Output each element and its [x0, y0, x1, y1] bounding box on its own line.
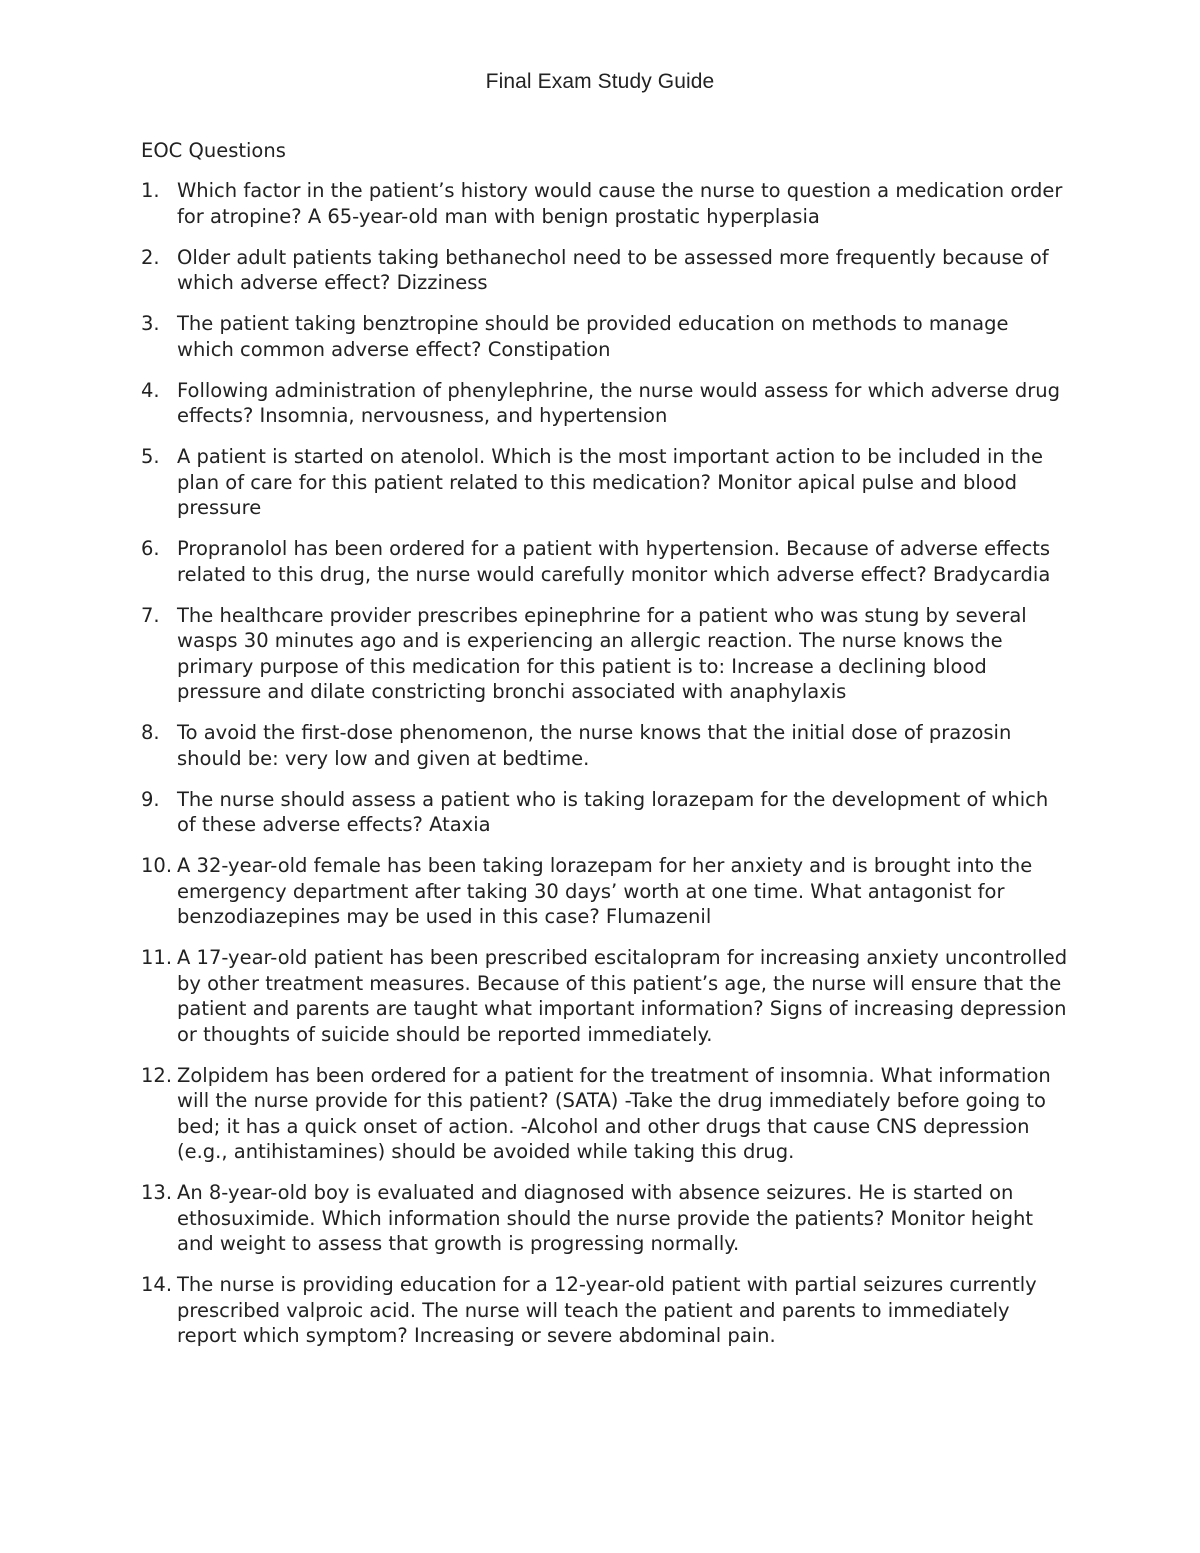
list-item [141, 945, 1071, 1047]
question-number: 3. [141, 312, 160, 335]
page-title: Final Exam Study Guide [485, 70, 715, 93]
question-number: 9. [141, 787, 160, 811]
question-number: 10. [141, 854, 173, 877]
question-text: The patient taking benztropine should be provided education on methods to manage which common adverse effect? Constipation [177, 312, 1009, 361]
list-item [141, 1272, 1071, 1349]
question-list [141, 178, 1071, 1364]
question-text: Zolpidem has been ordered for a patient for the treatment of insomnia. What information will the nurse provide for this patient? (SATA) -Take the drug immediately before going to bed; it has a quick onset of action. -Alcohol and other drugs that cause CNS depression (e.g., antihistamines) should be avoided while taking this drug. [177, 1063, 1051, 1163]
section-heading: EOC Questions [141, 139, 286, 162]
question-number: 5. [141, 445, 160, 468]
question-number: 1. [141, 179, 160, 202]
question-text: The healthcare provider prescribes epinephrine for a patient who was stung by several wasps 30 minutes ago and is experiencing an allergic reaction. The nurse knows the primary purpose of this medication for this patient is to: Increase a declining blood pressure and dilate constricting bronchi associated with anaphylaxis [177, 603, 1027, 703]
question-text: Older adult patients taking bethanechol need to be assessed more frequently because of which adverse effect? Dizziness [177, 245, 1049, 294]
question-number: 13. [141, 1181, 173, 1204]
question-number: 4. [141, 378, 160, 402]
list-item [141, 1180, 1071, 1257]
question-text: To avoid the first-dose phenomenon, the nurse knows that the initial dose of prazosin should be: very low and given at bedtime. [177, 721, 1012, 770]
question-text: A patient is started on atenolol. Which is the most important action to be included in the plan of care for this patient related to this medication? Monitor apical pulse and blood pressure [177, 445, 1043, 519]
question-number: 6. [141, 537, 160, 560]
list-item [141, 444, 1071, 521]
question-number: 12. [141, 1063, 173, 1087]
list-item [141, 787, 1071, 838]
list-item [141, 378, 1071, 429]
question-text: An 8-year-old boy is evaluated and diagnosed with absence seizures. He is started on ethosuximide. Which information should the nurse provide the patients? Monitor height and weight to assess that growth is progressing normally. [177, 1181, 1033, 1255]
list-item [141, 603, 1071, 705]
question-text: A 32-year-old female has been taking lorazepam for her anxiety and is brought into the emergency department after taking 30 days’ worth at one time. What antagonist for benzodiazepines may be used in this case? Flumazenil [177, 854, 1033, 928]
list-item [141, 178, 1071, 229]
question-text: Propranolol has been ordered for a patient with hypertension. Because of adverse effects related to this drug, the nurse would carefully monitor which adverse effect? Bradycardia [177, 537, 1051, 586]
list-item [141, 720, 1071, 771]
list-item [141, 245, 1071, 296]
question-text: The nurse is providing education for a 12-year-old patient with partial seizures currently prescribed valproic acid. The nurse will teach the patient and parents to immediately report which symptom? Increasing or severe abdominal pain. [177, 1273, 1037, 1347]
question-number: 8. [141, 721, 160, 744]
question-text: Following administration of phenylephrine, the nurse would assess for which adverse drug effects? Insomnia, nervousness, and hypertension [177, 378, 1061, 427]
list-item [141, 853, 1071, 930]
question-text: A 17-year-old patient has been prescribed escitalopram for increasing anxiety uncontrolled by other treatment measures. Because of this patient’s age, the nurse will ensure that the patient and parents are taught what important information? Signs of increasing depression or thoughts of suicide should be reported immediately. [177, 946, 1068, 1046]
question-text: The nurse should assess a patient who is taking lorazepam for the development of which of these adverse effects? Ataxia [177, 787, 1049, 836]
list-item [141, 311, 1071, 362]
question-number: 7. [141, 603, 160, 627]
list-item [141, 1063, 1071, 1165]
question-number: 2. [141, 245, 160, 269]
list-item [141, 536, 1071, 587]
question-number: 14. [141, 1273, 173, 1296]
question-text: Which factor in the patient’s history would cause the nurse to question a medication order for atropine? A 65-year-old man with benign prostatic hyperplasia [177, 179, 1063, 228]
question-number: 11. [141, 946, 173, 969]
